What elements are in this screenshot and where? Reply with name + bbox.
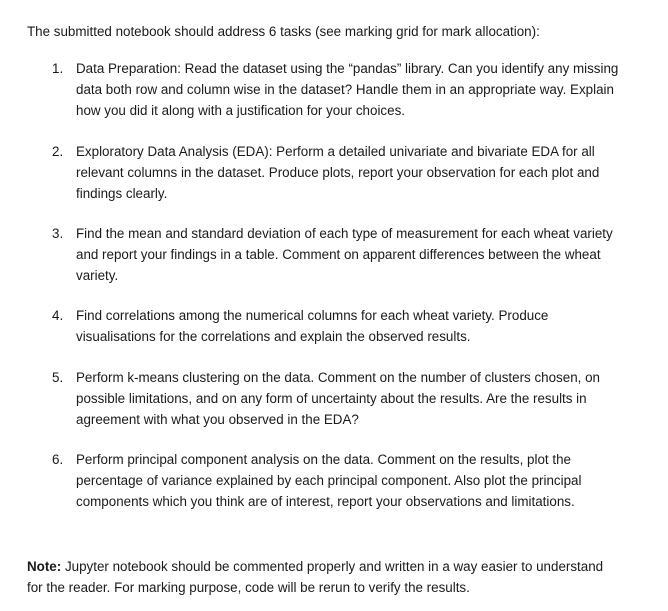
task-line: agreement with what you observed in the EDA? xyxy=(76,412,359,427)
task-text xyxy=(76,141,636,204)
task-line: how you did it along with a justification for your choices. xyxy=(76,103,405,118)
task-line: variety. xyxy=(76,268,119,283)
task-line: Find the mean and standard deviation of each type of measurement for each wheat variety xyxy=(76,226,613,241)
task-line: data both row and column wise in the dataset? Handle them in an appropriate way. Explain xyxy=(76,82,614,97)
task-number: 1. xyxy=(52,61,64,76)
task-text xyxy=(76,449,636,512)
task-text xyxy=(76,58,636,121)
task-line: Find correlations among the numerical columns for each wheat variety. Produce xyxy=(76,308,549,323)
task-number: 6. xyxy=(52,452,64,467)
task-line: Exploratory Data Analysis (EDA): Perform a detailed univariate and bivariate EDA for all xyxy=(76,144,595,159)
task-text xyxy=(76,223,636,286)
task-line: visualisations for the correlations and explain the observed results. xyxy=(76,329,471,344)
task-line: Perform principal component analysis on the data. Comment on the results, plot the xyxy=(76,452,571,467)
task-number: 5. xyxy=(52,370,64,385)
task-line: components which you think are of interest, report your observations and limitations. xyxy=(76,494,575,509)
task-number: 2. xyxy=(52,144,64,159)
note-paragraph xyxy=(27,556,647,598)
task-text xyxy=(76,367,636,430)
note-label: Note: xyxy=(27,559,62,574)
intro-text: The submitted notebook should address 6 tasks (see marking grid for mark allocation): xyxy=(27,24,540,39)
note-line-2: for the reader. For marking purpose, code will be rerun to verify the results. xyxy=(27,580,470,595)
task-line: possible limitations, and on any form of uncertainty about the results. Are the results in xyxy=(76,391,587,406)
task-line: relevant columns in the dataset. Produce plots, report your observation for each plot and xyxy=(76,165,600,180)
note-text: Jupyter notebook should be commented properly and written in a way easier to understand xyxy=(61,559,604,574)
task-number: 3. xyxy=(52,226,64,241)
task-number: 4. xyxy=(52,308,64,323)
task-line: percentage of variance explained by each principal component. Also plot the principal xyxy=(76,473,582,488)
task-line: Data Preparation: Read the dataset using the “pandas” library. Can you identify any missing xyxy=(76,61,619,76)
task-text xyxy=(76,305,636,347)
task-line: and report your findings in a table. Comment on apparent differences between the wheat xyxy=(76,247,601,262)
note-line-1 xyxy=(27,556,647,577)
task-line: Perform k-means clustering on the data. Comment on the number of clusters chosen, on xyxy=(76,370,600,385)
task-line: findings clearly. xyxy=(76,186,168,201)
